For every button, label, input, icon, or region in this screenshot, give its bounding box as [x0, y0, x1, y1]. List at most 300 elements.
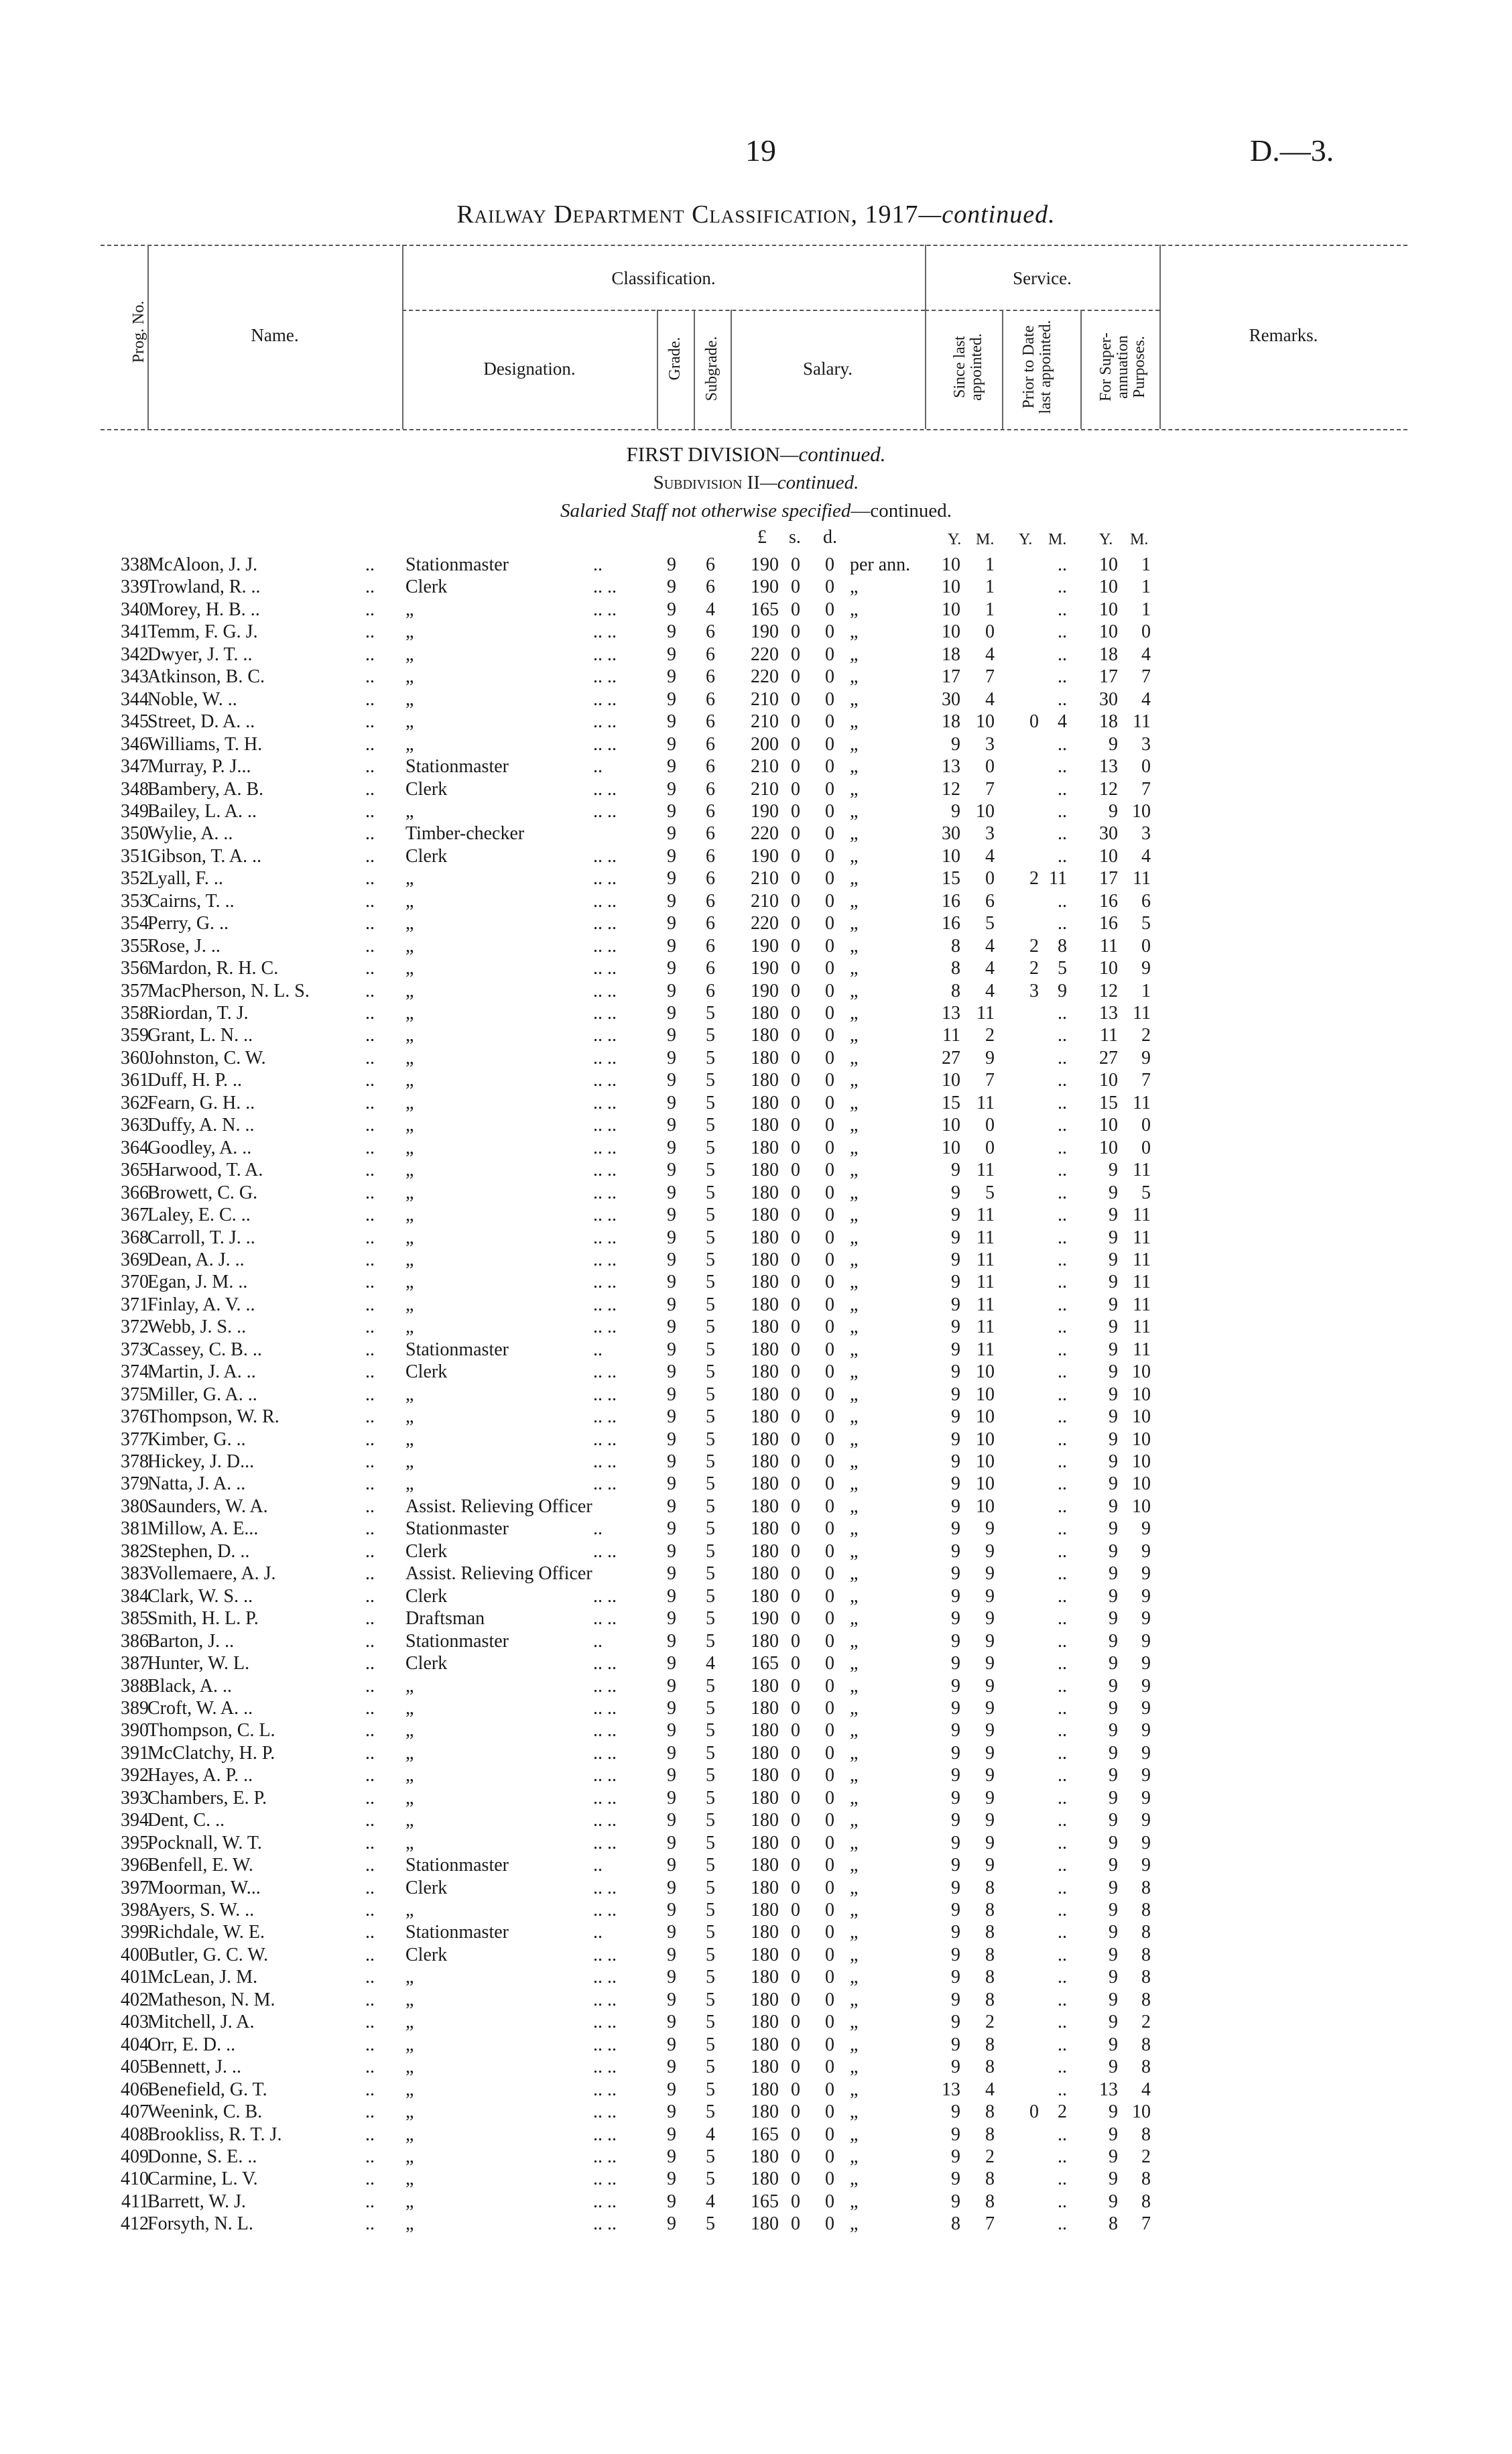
staff-name: Bambery, A. B. — [147, 778, 264, 800]
super-years: 13 — [1099, 2079, 1118, 2100]
salary-period: „ — [850, 1989, 859, 2010]
prior-months: .. — [1058, 599, 1067, 620]
salary-pounds: 190 — [751, 1608, 779, 1630]
salary-pounds: 210 — [751, 756, 779, 778]
salary-period: „ — [850, 576, 859, 598]
salary-pounds: 180 — [751, 1451, 779, 1472]
designation-leader: .. .. — [593, 1361, 617, 1383]
designation-leader: .. — [593, 1855, 603, 1876]
salary-pence: 0 — [825, 2101, 834, 2123]
salary-pounds: 180 — [751, 1003, 779, 1024]
super-months: 9 — [1141, 1563, 1151, 1585]
staff-name: Egan, J. M. .. — [147, 1272, 248, 1293]
since-last-years: 13 — [942, 756, 960, 778]
table-row — [0, 1047, 1512, 1069]
header-bottom-rule — [101, 429, 1407, 430]
since-last-months: 8 — [985, 2034, 995, 2055]
since-last-years: 9 — [951, 1787, 960, 1808]
prior-months: 11 — [1049, 868, 1067, 889]
prior-months: .. — [1058, 554, 1067, 575]
table-row — [0, 1585, 1512, 1607]
super-months: 2 — [1141, 1025, 1151, 1046]
salary-pounds: 210 — [751, 711, 779, 733]
designation-leader: .. .. — [593, 599, 617, 620]
subgrade: 5 — [706, 1227, 715, 1248]
prior-months: .. — [1058, 1697, 1067, 1719]
super-years: 9 — [1109, 2057, 1118, 2078]
super-years: 9 — [1109, 1249, 1118, 1270]
super-months: 0 — [1141, 935, 1151, 957]
grade: 9 — [667, 1630, 676, 1652]
super-years: 10 — [1099, 1070, 1118, 1091]
staff-name: Cairns, T. .. — [147, 890, 235, 912]
super-years: 9 — [1109, 1160, 1118, 1181]
designation: „ — [405, 1428, 414, 1450]
subgrade: 5 — [706, 1025, 715, 1046]
salary-period: „ — [850, 1205, 859, 1226]
salary-pounds: 180 — [751, 1115, 779, 1136]
since-last-months: 4 — [985, 935, 995, 957]
salary-pounds: 190 — [751, 958, 779, 979]
table-row — [0, 1921, 1512, 1943]
name-leader: .. — [365, 666, 375, 688]
super-months: 2 — [1141, 2012, 1151, 2033]
grade: 9 — [667, 1227, 676, 1248]
super-years: 9 — [1109, 2012, 1118, 2033]
staff-name: Browett, C. G. — [147, 1182, 258, 1203]
prog-number: 341 — [121, 621, 149, 643]
super-years: 10 — [1099, 599, 1118, 620]
name-leader: .. — [365, 868, 375, 889]
col-divider — [1080, 310, 1082, 429]
table-row — [0, 2101, 1512, 2123]
salary-pounds: 210 — [751, 868, 779, 889]
salary-shillings: 0 — [791, 1451, 800, 1472]
name-leader: .. — [365, 1451, 375, 1472]
salary-period: „ — [850, 1339, 859, 1360]
super-months: 10 — [1132, 1384, 1151, 1405]
super-years: 18 — [1099, 643, 1118, 665]
table-row — [0, 2056, 1512, 2078]
prior-months: .. — [1058, 643, 1067, 665]
designation-leader: .. .. — [593, 868, 617, 889]
salary-period: „ — [850, 1070, 859, 1091]
staff-name: Clark, W. S. .. — [147, 1585, 253, 1607]
subgrade: 5 — [706, 2034, 715, 2055]
super-years: 9 — [1109, 2191, 1118, 2212]
subgrade: 6 — [706, 800, 715, 822]
salary-period: „ — [850, 666, 859, 688]
designation: „ — [405, 711, 414, 733]
prior-months: .. — [1058, 1025, 1067, 1046]
salary-pounds: 180 — [751, 1227, 779, 1248]
super-months: 1 — [1141, 554, 1151, 575]
since-last-months: 10 — [976, 1384, 995, 1405]
salary-period: „ — [850, 1047, 859, 1068]
designation: Clerk — [405, 1361, 448, 1383]
grade: 9 — [667, 1742, 676, 1764]
since-last-years: 16 — [942, 913, 960, 934]
salary-period: „ — [850, 1653, 859, 1674]
designation: „ — [405, 1989, 414, 2010]
super-years: 10 — [1099, 621, 1118, 643]
designation-leader: .. .. — [593, 1115, 617, 1136]
designation: Assist. Relieving Officer — [405, 1495, 592, 1517]
since-last-months: 8 — [985, 1944, 995, 1965]
super-years: 9 — [1109, 1900, 1118, 1920]
since-last-years: 9 — [951, 1160, 960, 1181]
since-last-months: 8 — [985, 2057, 995, 2078]
salary-period: „ — [850, 1272, 859, 1293]
super-years: 9 — [1109, 1787, 1118, 1808]
salary-period: „ — [850, 2213, 859, 2235]
since-last-years: 15 — [942, 1092, 960, 1113]
staff-name: Grant, L. N. .. — [147, 1025, 253, 1046]
staff-name: Duff, H. P. .. — [147, 1070, 243, 1091]
super-years: 9 — [1109, 1182, 1118, 1203]
salary-pounds: 180 — [751, 1810, 779, 1831]
designation: „ — [405, 1697, 414, 1719]
subgrade: 4 — [706, 2124, 715, 2145]
salary-pence: 0 — [825, 1361, 834, 1383]
since-last-months: 4 — [985, 2079, 995, 2100]
salary-pounds: 180 — [751, 1092, 779, 1113]
since-last-months: 9 — [985, 1540, 995, 1562]
prior-months: .. — [1058, 1182, 1067, 1203]
prior-months: .. — [1058, 1810, 1067, 1831]
super-years: 13 — [1099, 756, 1118, 778]
salary-pounds: 220 — [751, 913, 779, 934]
grade: 9 — [667, 1653, 676, 1674]
table-row — [0, 1002, 1512, 1024]
prior-months: .. — [1058, 1855, 1067, 1876]
subgrade: 6 — [706, 554, 715, 575]
super-months: 1 — [1141, 599, 1151, 620]
salary-period: „ — [850, 733, 859, 755]
salary-pence: 0 — [825, 1227, 834, 1248]
salary-shillings: 0 — [791, 1989, 800, 2010]
grade: 9 — [667, 935, 676, 957]
table-row — [0, 1204, 1512, 1226]
prior-months: .. — [1058, 845, 1067, 867]
designation: „ — [405, 1900, 414, 1920]
prior-months: .. — [1058, 1339, 1067, 1360]
salary-shillings: 0 — [791, 1092, 800, 1113]
name-leader: .. — [365, 1137, 375, 1158]
prior-years: 2 — [1029, 935, 1039, 957]
designation-leader: .. .. — [593, 1227, 617, 1248]
super-months: 7 — [1141, 778, 1151, 800]
since-last-months: 8 — [985, 2124, 995, 2145]
table-row — [0, 1675, 1512, 1697]
salary-pence: 0 — [825, 778, 834, 800]
since-last-months: 2 — [985, 2146, 995, 2167]
salary-period: „ — [850, 621, 859, 643]
table-row — [0, 957, 1512, 979]
prior-months: .. — [1058, 1495, 1067, 1517]
super-months: 11 — [1133, 1092, 1151, 1113]
subgrade: 5 — [706, 1585, 715, 1607]
since-last-years: 9 — [951, 1249, 960, 1270]
table-row — [0, 2146, 1512, 2168]
salary-shillings: 0 — [791, 2057, 800, 2078]
salary-pence: 0 — [825, 1832, 834, 1853]
salary-period: „ — [850, 643, 859, 665]
table-row — [0, 1069, 1512, 1091]
salary-shillings: 0 — [791, 1720, 800, 1741]
prog-number: 344 — [121, 688, 149, 710]
prog-number: 402 — [121, 1989, 149, 2010]
subgrade: 5 — [706, 1742, 715, 1764]
since-last-months: 7 — [985, 2213, 995, 2235]
name-leader: .. — [365, 1608, 375, 1630]
designation: „ — [405, 643, 414, 665]
prior-months: .. — [1058, 1720, 1067, 1741]
since-last-years: 9 — [951, 2012, 960, 2033]
subgrade: 5 — [706, 1608, 715, 1630]
name-leader: .. — [365, 1787, 375, 1808]
unit-shillings: s. — [789, 527, 801, 548]
staff-name: Ayers, S. W. .. — [147, 1900, 255, 1920]
salary-period: „ — [850, 1944, 859, 1965]
salary-pounds: 180 — [751, 1989, 779, 2010]
unit-years: Y. — [1019, 531, 1033, 548]
super-years: 10 — [1099, 554, 1118, 575]
designation-leader: .. — [593, 1630, 603, 1652]
since-last-years: 9 — [951, 1495, 960, 1517]
grade: 9 — [667, 554, 676, 575]
salary-pence: 0 — [825, 1205, 834, 1226]
since-last-years: 27 — [942, 1047, 960, 1068]
salary-shillings: 0 — [791, 845, 800, 867]
super-years: 9 — [1109, 1316, 1118, 1338]
prog-number: 406 — [121, 2079, 149, 2100]
prog-number: 374 — [121, 1361, 149, 1383]
salary-period: per ann. — [850, 554, 911, 575]
table-row — [0, 1944, 1512, 1966]
super-years: 9 — [1109, 1608, 1118, 1630]
since-last-months: 7 — [985, 778, 995, 800]
staff-name: McClatchy, H. P. — [147, 1742, 275, 1764]
super-months: 7 — [1141, 2213, 1151, 2235]
salary-pence: 0 — [825, 845, 834, 867]
designation: „ — [405, 688, 414, 710]
since-last-years: 9 — [951, 800, 960, 822]
grade: 9 — [667, 1473, 676, 1495]
prior-months: .. — [1058, 733, 1067, 755]
salary-shillings: 0 — [791, 1495, 800, 1517]
since-last-months: 11 — [976, 1092, 995, 1113]
grade: 9 — [667, 1495, 676, 1517]
since-last-months: 10 — [976, 1406, 995, 1428]
salary-shillings: 0 — [791, 1070, 800, 1091]
since-last-months: 11 — [976, 1339, 995, 1360]
super-months: 8 — [1141, 1989, 1151, 2010]
staff-name: Matheson, N. M. — [147, 1989, 275, 2010]
salary-period: „ — [850, 1473, 859, 1495]
staff-name: Murray, P. J... — [147, 756, 251, 778]
salary-shillings: 0 — [791, 643, 800, 665]
super-months: 6 — [1141, 890, 1151, 912]
unit-pound: £ — [757, 527, 767, 548]
salary-shillings: 0 — [791, 2213, 800, 2235]
grade: 9 — [667, 1967, 676, 1988]
since-last-years: 9 — [951, 1765, 960, 1786]
prog-number: 345 — [121, 711, 149, 733]
since-last-months: 4 — [985, 688, 995, 710]
name-leader: .. — [365, 1025, 375, 1046]
grade: 9 — [667, 980, 676, 1001]
salary-pounds: 180 — [751, 1900, 779, 1920]
salary-period: „ — [850, 711, 859, 733]
staff-name: Gibson, T. A. .. — [147, 845, 262, 867]
unit-years: Y. — [948, 531, 962, 548]
salary-pounds: 190 — [751, 845, 779, 867]
prior-months: .. — [1058, 666, 1067, 688]
salary-period: „ — [850, 1182, 859, 1203]
table-row — [0, 1428, 1512, 1451]
table-row — [0, 1854, 1512, 1876]
super-years: 10 — [1099, 958, 1118, 979]
salary-pence: 0 — [825, 2012, 834, 2033]
prog-number: 386 — [121, 1630, 149, 1652]
staff-name: Dean, A. J. .. — [147, 1249, 245, 1270]
designation-leader: .. .. — [593, 576, 617, 598]
table-row — [0, 1518, 1512, 1540]
salary-pounds: 180 — [751, 1294, 779, 1315]
name-leader: .. — [365, 1810, 375, 1831]
since-last-years: 15 — [942, 868, 960, 889]
designation-leader: .. .. — [593, 1428, 617, 1450]
prog-number: 353 — [121, 890, 149, 912]
prog-number: 368 — [121, 1227, 149, 1248]
salary-pence: 0 — [825, 1900, 834, 1920]
prog-number: 342 — [121, 643, 149, 665]
designation-leader: .. .. — [593, 1473, 617, 1495]
salary-period: „ — [850, 2124, 859, 2145]
salary-period: „ — [850, 800, 859, 822]
grade: 9 — [667, 1922, 676, 1943]
salary-pounds: 210 — [751, 890, 779, 912]
since-last-months: 3 — [985, 823, 995, 845]
subgrade: 6 — [706, 868, 715, 889]
super-years: 9 — [1109, 1384, 1118, 1405]
super-months: 10 — [1132, 1428, 1151, 1450]
prior-months: .. — [1058, 1451, 1067, 1472]
designation: „ — [405, 1025, 414, 1046]
designation-leader: .. .. — [593, 2124, 617, 2145]
subgrade: 6 — [706, 666, 715, 688]
salary-shillings: 0 — [791, 1316, 800, 1338]
since-last-months: 10 — [976, 1361, 995, 1383]
salary-shillings: 0 — [791, 1563, 800, 1585]
table-row — [0, 1495, 1512, 1518]
name-leader: .. — [365, 1227, 375, 1248]
prog-number: 367 — [121, 1205, 149, 1226]
salary-pence: 0 — [825, 1294, 834, 1315]
staff-name: Morey, H. B. .. — [147, 599, 260, 620]
salary-pence: 0 — [825, 1989, 834, 2010]
staff-name: Chambers, E. P. — [147, 1787, 267, 1808]
super-months: 11 — [1133, 1227, 1151, 1248]
salary-period: „ — [850, 1810, 859, 1831]
subgrade: 6 — [706, 823, 715, 845]
salary-period: „ — [850, 1316, 859, 1338]
table-row — [0, 1316, 1512, 1338]
salary-pence: 0 — [825, 1025, 834, 1046]
salary-pence: 0 — [825, 1316, 834, 1338]
subgrade: 5 — [706, 1384, 715, 1405]
prior-months: .. — [1058, 913, 1067, 934]
prior-months: .. — [1058, 1765, 1067, 1786]
division-heading — [0, 442, 1512, 467]
grade: 9 — [667, 643, 676, 665]
since-last-months: 9 — [985, 1855, 995, 1876]
designation: „ — [405, 1182, 414, 1203]
salary-pence: 0 — [825, 1563, 834, 1585]
since-last-months: 8 — [985, 2101, 995, 2123]
designation-leader: .. .. — [593, 1585, 617, 1607]
salary-period: „ — [850, 2101, 859, 2123]
since-last-years: 10 — [942, 621, 960, 643]
name-leader: .. — [365, 1697, 375, 1719]
prog-number: 371 — [121, 1294, 149, 1315]
designation-leader: .. .. — [593, 688, 617, 710]
designation-leader: .. .. — [593, 733, 617, 755]
since-last-years: 9 — [951, 1272, 960, 1293]
salary-shillings: 0 — [791, 1742, 800, 1764]
prior-months: .. — [1058, 1092, 1067, 1113]
since-last-months: 4 — [985, 643, 995, 665]
table-row — [0, 2034, 1512, 2056]
staff-name: Butler, G. C. W. — [147, 1944, 269, 1965]
super-years: 9 — [1109, 1967, 1118, 1988]
since-last-years: 10 — [942, 1115, 960, 1136]
grade: 9 — [667, 576, 676, 598]
staff-name: Cassey, C. B. .. — [147, 1339, 262, 1360]
since-last-years: 10 — [942, 845, 960, 867]
designation-leader: .. .. — [593, 980, 617, 1001]
staff-name: Millow, A. E... — [147, 1518, 259, 1540]
staff-heading — [0, 500, 1512, 522]
salary-period: „ — [850, 1585, 859, 1607]
subgrade: 5 — [706, 1406, 715, 1428]
designation: „ — [405, 1294, 414, 1315]
document-reference: D.—3. — [1250, 133, 1334, 168]
since-last-months: 1 — [985, 576, 995, 598]
salary-pence: 0 — [825, 666, 834, 688]
designation-leader: .. .. — [593, 1406, 617, 1428]
salary-pounds: 190 — [751, 935, 779, 957]
prior-months: .. — [1058, 576, 1067, 598]
super-years: 10 — [1099, 845, 1118, 867]
name-leader: .. — [365, 1765, 375, 1786]
super-years: 12 — [1099, 778, 1118, 800]
super-months: 0 — [1141, 756, 1151, 778]
grade: 9 — [667, 1384, 676, 1405]
salary-shillings: 0 — [791, 1115, 800, 1136]
prior-months: .. — [1058, 1473, 1067, 1495]
prog-number: 359 — [121, 1025, 149, 1046]
super-years: 9 — [1109, 2101, 1118, 2123]
grade: 9 — [667, 1115, 676, 1136]
since-last-months: 9 — [985, 1742, 995, 1764]
prior-months: .. — [1058, 778, 1067, 800]
super-months: 10 — [1132, 1473, 1151, 1495]
salary-pence: 0 — [825, 554, 834, 575]
table-row — [0, 1607, 1512, 1630]
salary-shillings: 0 — [791, 621, 800, 643]
